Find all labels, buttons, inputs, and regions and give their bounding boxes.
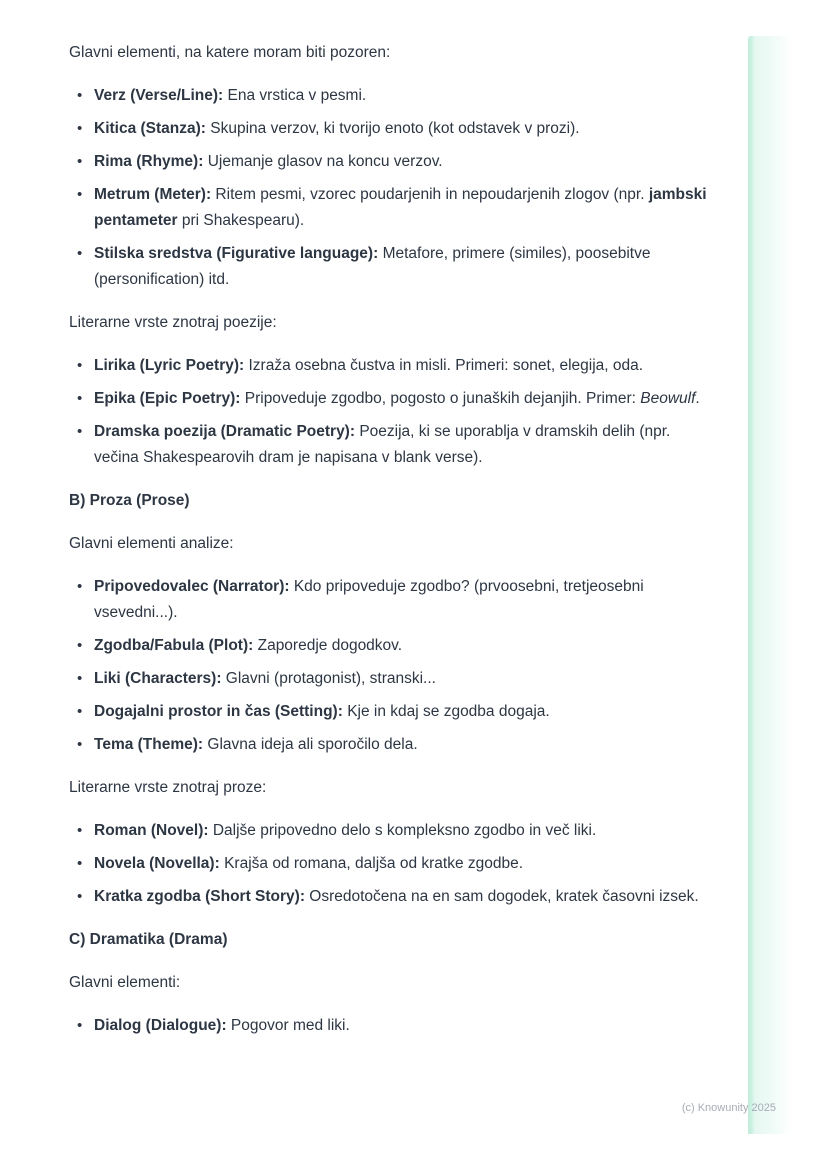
prose-elements-list <box>69 574 709 758</box>
list-item <box>69 182 709 234</box>
watermark: (c) Knowunity 2025 <box>681 1102 776 1114</box>
list-item <box>69 818 709 844</box>
item-term: Pripovedovalec (Narrator): <box>94 578 290 595</box>
item-text: Glavna ideja ali sporočilo dela. <box>203 736 418 753</box>
list-item <box>69 732 709 758</box>
item-text: Pripoveduje zgodbo, pogosto o junaških dejanjih. Primer: <box>240 390 641 407</box>
list-item <box>69 353 709 379</box>
item-text: Ena vrstica v pesmi. <box>223 87 367 104</box>
item-bold-phrase: jambski pentameter <box>94 186 707 229</box>
list-item <box>69 149 709 175</box>
poetry-elements-list <box>69 83 709 293</box>
list-item <box>69 884 709 910</box>
item-text: Ujemanje glasov na koncu verzov. <box>203 153 443 170</box>
list-item <box>69 241 709 293</box>
item-text: Skupina verzov, ki tvorijo enoto (kot odstavek v prozi). <box>205 120 580 137</box>
item-term: Epika (Epic Poetry): <box>94 390 241 407</box>
item-term: Novela (Novella): <box>94 855 220 872</box>
item-text: Metafore, primere (similes), poosebitve (personification) itd. <box>94 245 651 288</box>
item-italic-title: Beowulf <box>640 390 696 407</box>
list-intro-poetry-genres: Literarne vrste znotraj poezije: <box>69 314 277 331</box>
section-heading-drama: C) Dramatika (Drama) <box>69 931 228 948</box>
item-term: Liki (Characters): <box>94 670 222 687</box>
list-item <box>69 419 709 471</box>
list-item <box>69 1013 709 1039</box>
list-intro-prose-genres: Literarne vrste znotraj proze: <box>69 779 267 796</box>
item-term: Metrum (Meter): <box>94 186 212 203</box>
list-intro-prose-elements: Glavni elementi analize: <box>69 535 234 552</box>
list-item <box>69 116 709 142</box>
item-term: Dogajalni prostor in čas (Setting): <box>94 703 343 720</box>
item-text: Osredotočena na en sam dogodek, kratek časovni izsek. <box>304 888 699 905</box>
list-item <box>69 83 709 109</box>
item-term: Kratka zgodba (Short Story): <box>94 888 305 905</box>
prose-genres-list <box>69 818 709 910</box>
item-text: Poezija, ki se uporablja v dramskih delih (npr. večina Shakespearovih dram je napisana v blank verse). <box>94 423 671 466</box>
list-intro-drama-elements: Glavni elementi: <box>69 974 181 991</box>
item-term: Tema (Theme): <box>94 736 204 753</box>
list-item <box>69 574 709 626</box>
item-term: Stilska sredstva (Figurative language): <box>94 245 379 262</box>
item-text: pri Shakespearu). <box>177 212 305 229</box>
item-term: Dialog (Dialogue): <box>94 1017 227 1034</box>
item-text: Daljše pripovedno delo s kompleksno zgodbo in več liki. <box>208 822 597 839</box>
lead-paragraph: Glavni elementi, na katere moram biti pozoren: <box>69 44 391 61</box>
item-term: Lirika (Lyric Poetry): <box>94 357 245 374</box>
item-text: Glavni (protagonist), stranski... <box>221 670 436 687</box>
item-text: Ritem pesmi, vzorec poudarjenih in nepoudarjenih zlogov (npr. <box>211 186 649 203</box>
item-text: Krajša od romana, daljša od kratke zgodbe. <box>219 855 524 872</box>
item-term: Roman (Novel): <box>94 822 209 839</box>
item-term: Rima (Rhyme): <box>94 153 204 170</box>
list-item <box>69 699 709 725</box>
item-text: Zaporedje dogodkov. <box>253 637 403 654</box>
list-item <box>69 386 709 412</box>
item-text: Izraža osebna čustva in misli. Primeri: sonet, elegija, oda. <box>244 357 644 374</box>
drama-elements-list <box>69 1013 709 1039</box>
poetry-genres-list <box>69 353 709 471</box>
section-heading-prose: B) Proza (Prose) <box>69 492 190 509</box>
page-edge-accent-stripe <box>748 36 792 1134</box>
list-item <box>69 851 709 877</box>
item-term: Verz (Verse/Line): <box>94 87 224 104</box>
item-text: . <box>695 390 700 407</box>
item-term: Zgodba/Fabula (Plot): <box>94 637 254 654</box>
item-term: Dramska poezija (Dramatic Poetry): <box>94 423 356 440</box>
list-item <box>69 666 709 692</box>
item-text: Pogovor med liki. <box>226 1017 350 1034</box>
list-item <box>69 633 709 659</box>
item-term: Kitica (Stanza): <box>94 120 206 137</box>
item-text: Kje in kdaj se zgodba dogaja. <box>342 703 550 720</box>
item-text: Kdo pripoveduje zgodbo? (prvoosebni, tretjeosebni vsevedni...). <box>94 578 644 621</box>
